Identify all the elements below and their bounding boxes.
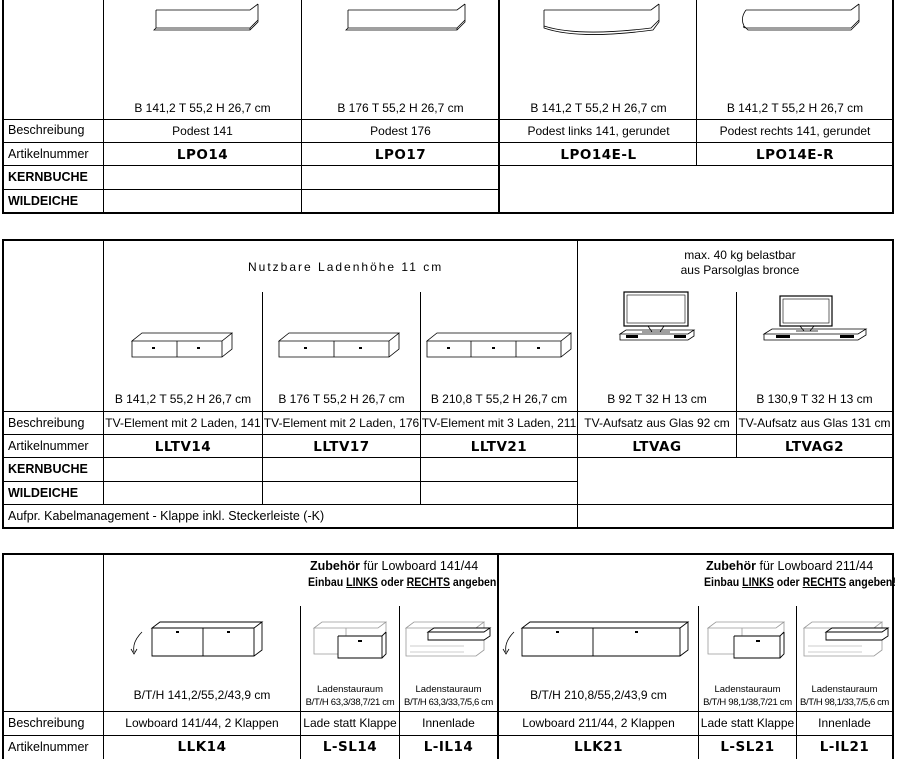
podest-icon: [342, 4, 467, 34]
article-code: L-IL21: [819, 739, 870, 755]
accessory-header-141: Zubehör für Lowboard 141/44: [310, 559, 479, 573]
row-label-description: Beschreibung: [8, 716, 85, 730]
dims-text: B/T/H 63,3/38,7/21 cm: [305, 697, 395, 708]
description-text: TV-Element mit 2 Laden, 141: [105, 416, 261, 430]
article-code: LTVAG: [632, 439, 682, 455]
podest-icon: [150, 4, 260, 34]
dims-label: Ladenstauraum: [316, 684, 384, 695]
dims-text: B 176 T 55,2 H 26,7 cm: [278, 392, 405, 406]
inner-drawer-icon: [802, 618, 890, 664]
dims-text: B 210,8 T 55,2 H 26,7 cm: [430, 392, 568, 406]
dims-text: B/T/H 210,8/55,2/43,9 cm: [530, 688, 667, 702]
description-text: TV-Element mit 3 Laden, 211: [421, 416, 577, 430]
glass-note-line1: max. 40 kg belastbar: [684, 248, 796, 262]
dims-text: B 141,2 T 55,2 H 26,7 cm: [530, 101, 667, 115]
podest-rounded-right-icon: [738, 4, 863, 40]
article-code: LLK14: [177, 739, 227, 755]
description-text: TV-Aufsatz aus Glas 131 cm: [738, 416, 891, 430]
article-code: LLK21: [574, 739, 623, 755]
dims-text: B 176 T 55,2 H 26,7 cm: [337, 101, 464, 115]
article-code: LTVAG2: [784, 439, 845, 455]
install-note-141: Einbau LINKS oder RECHTS angeben!: [308, 575, 500, 589]
row-label-wildeiche: WILDEICHE: [8, 194, 79, 208]
article-code: LLTV21: [470, 439, 528, 455]
row-label-article: Artikelnummer: [8, 147, 89, 161]
article-code: LLTV14: [154, 439, 212, 455]
dims-text: B 130,9 T 32 H 13 cm: [756, 392, 873, 406]
description-text: TV-Element mit 2 Laden, 176: [263, 416, 420, 430]
install-note-211: Einbau LINKS oder RECHTS angeben!: [704, 575, 896, 589]
tv-element-2-drawers-icon: [277, 333, 405, 361]
article-code: LPO14E-L: [560, 147, 637, 163]
description-text: Podest rechts 141, gerundet: [719, 124, 871, 138]
article-code: LPO17: [374, 147, 427, 163]
article-code: L-IL14: [423, 739, 474, 755]
row-label-article: Artikelnummer: [8, 439, 89, 453]
row-label-description: Beschreibung: [8, 123, 85, 137]
row-label-kernbuche: KERNBUCHE: [8, 462, 88, 476]
dims-text: B/T/H 98,1/33,7/5,6 cm: [800, 697, 889, 708]
tv-on-glass-stand-wide-icon: [762, 294, 872, 346]
dims-label: Ladenstauraum: [714, 684, 781, 695]
tv-on-glass-stand-icon: [618, 290, 698, 346]
lowboard-2-flaps-icon: [128, 618, 268, 660]
accessory-header-211: Zubehör für Lowboard 211/44: [706, 559, 874, 573]
article-code: L-SL21: [720, 739, 775, 755]
dims-text: B 141,2 T 55,2 H 26,7 cm: [726, 101, 864, 115]
dims-text: B/T/H 63,3/33,7/5,6 cm: [404, 697, 493, 708]
lowboard-2-flaps-wide-icon: [500, 618, 696, 660]
dims-text: B/T/H 141,2/55,2/43,9 cm: [133, 688, 271, 702]
glass-note-line2: aus Parsolglas bronce: [680, 263, 800, 277]
dims-text: B/T/H 98,1/38,7/21 cm: [703, 697, 792, 708]
tv-element-2-drawers-icon: [130, 333, 236, 361]
dims-text: B 141,2 T 55,2 H 26,7 cm: [134, 101, 271, 115]
description-text: Podest links 141, gerundet: [527, 124, 670, 138]
drawer-insert-icon: [312, 618, 392, 664]
tv-element-3-drawers-icon: [425, 333, 575, 361]
dims-label: Ladenstauraum: [415, 684, 482, 695]
description-text: Lowboard 141/44, 2 Klappen: [125, 716, 279, 730]
row-label-article: Artikelnummer: [8, 740, 89, 754]
article-code: LPO14: [176, 147, 229, 163]
drawer-insert-icon: [706, 618, 790, 664]
inner-drawer-icon: [404, 618, 492, 664]
row-label-kernbuche: KERNBUCHE: [8, 170, 88, 184]
description-text: Podest 176: [370, 124, 431, 138]
article-code: LPO14E-R: [756, 147, 834, 163]
article-code: L-SL14: [322, 739, 378, 755]
row-label-description: Beschreibung: [8, 416, 85, 430]
description-text: TV-Aufsatz aus Glas 92 cm: [584, 416, 730, 430]
dims-text: B 141,2 T 55,2 H 26,7 cm: [114, 392, 252, 406]
description-text: Innenlade: [818, 716, 871, 730]
description-text: Innenlade: [422, 716, 475, 730]
description-text: Lade statt Klappe: [700, 716, 795, 730]
description-text: Podest 141: [172, 124, 233, 138]
article-code: LLTV17: [313, 439, 370, 455]
dims-label: Ladenstauraum: [811, 684, 878, 695]
description-text: Lade statt Klappe: [303, 716, 397, 730]
dims-text: B 92 T 32 H 13 cm: [607, 392, 707, 406]
podest-rounded-left-icon: [538, 4, 663, 40]
row-label-wildeiche: WILDEICHE: [8, 486, 79, 500]
cable-management-note: Aufpr. Kabelmanagement - Klappe inkl. Steckerleiste (-K): [8, 509, 325, 523]
description-text: Lowboard 211/44, 2 Klappen: [522, 716, 675, 730]
drawer-height-note: Nutzbare Ladenhöhe 11 cm: [248, 260, 444, 274]
